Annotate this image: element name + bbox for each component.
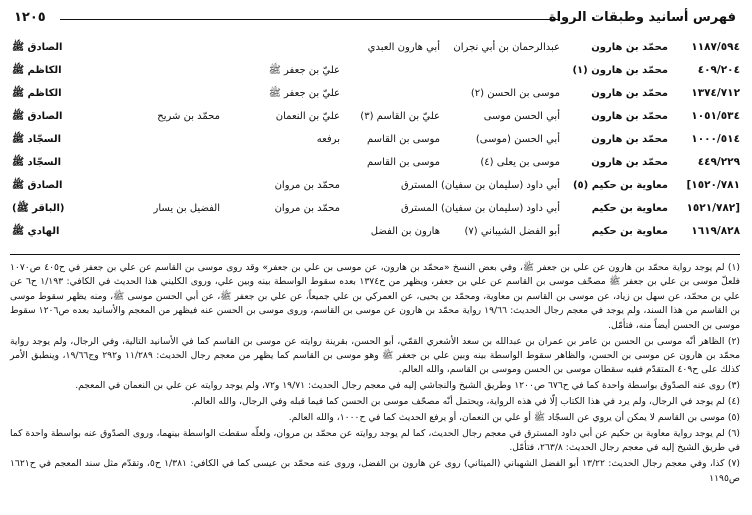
header-rule bbox=[60, 19, 560, 20]
row-number: ١١٨٧/٥٩٤ bbox=[691, 41, 740, 53]
table-row bbox=[10, 82, 740, 105]
row-number: ١٣٧٤/٧١٢ bbox=[691, 87, 740, 99]
table-row bbox=[10, 128, 740, 151]
narrator-name: محمّد بن هارون (١) bbox=[572, 65, 668, 76]
table-row bbox=[10, 59, 740, 82]
chain-narrator-3: عليّ بن جعفر ﷺ bbox=[268, 88, 340, 99]
row-number: ١٦١٩/٨٢٨ bbox=[691, 225, 740, 237]
narrator-name: محمّد بن هارون bbox=[591, 42, 668, 53]
page-header bbox=[10, 8, 738, 28]
chain-narrator-2: هارون بن الفضل bbox=[370, 226, 440, 237]
narrator-name: معاوية بن حكيم bbox=[591, 226, 668, 237]
chain-narrator-4: الفضيل بن يسار bbox=[153, 203, 220, 214]
footnote: (٢) الظاهر أنّه موسى بن الحسن بن عامر بن عمران بن عبدالله بن سعد الأشعري القمّي، أبو الحسن، بقرينة روايته عن موسى بن القاسم كما في الأسانيد التالية، وفي الرجال، ولم يوجد رواية محمّد بن هارون عن موسى بن الحسن، والظاهر سقوط الواسطة بينه وبين علي بن جعفر ﷺ وهو موسى بن القاسم كما يظهر من معجم رجال الحديث: ١١/٢٨٩ و٢٩٢ وج١٩/٦٦، وينطبق الأمر كذلك على ح٤٠٩ المتقدّم ففيه سقطان موسى بن الحسن وموسى بن القاسم، والله العالم. bbox=[10, 335, 741, 376]
narrator-name: محمّد بن هارون bbox=[591, 88, 668, 99]
chain-narrator-2: موسى بن القاسم bbox=[367, 157, 440, 168]
footnote: (٦) لم يوجد رواية معاوية بن حكيم عن أبي داود المسترق في معجم رجال الحديث، كما لم يوجد روايته عن محمّد بن مروان، ولعلّه سقطت الواسطة بينهما، وروى الصدّوق عنه بواسطة واحدة كما في طريق الشيخ إليه في معجم رجال الحديث: ٢٦٣/٨، فتأمّل. bbox=[10, 427, 740, 454]
chain-narrator-1: عبدالرحمان بن أبي نجران bbox=[453, 42, 560, 53]
imam-name: الكاظم ﷺ bbox=[12, 88, 62, 99]
row-number: [١٥٢٠/٧٨١ bbox=[686, 179, 740, 191]
chain-narrator-1: أبي داود (سليمان بن سفيان) المسترق bbox=[400, 180, 560, 191]
imam-name: الكاظم ﷺ bbox=[12, 65, 62, 76]
imam-name: الصادق ﷺ bbox=[12, 180, 63, 191]
chain-narrator-2: عليّ بن القاسم (٣) bbox=[360, 111, 440, 122]
footnote: (٥) موسى بن القاسم لا يمكن أن يروي عن السجّاد ﷺ أو علي بن النعمان، أو يرفع الحديث كما في ح١٠٠٠، والله العالم. bbox=[288, 412, 740, 424]
narrator-name: محمّد بن هارون bbox=[591, 157, 668, 168]
row-number: ١٥٢١/٧٨٢] bbox=[686, 202, 740, 214]
narrator-name: معاوية بن حكيم bbox=[591, 203, 668, 214]
footnote: (٧) كذا، وفي معجم رجال الحديث: ١٣/٢٢ أبو الفضل الشهباني (الميثاني) روى عن هارون بن الفضل، وروى عنه محمّد بن عيسى كما في الكافي: ١/٣٨١ ح٥، وتقدّم مثل سند المعجم في ح١٦٢١ ص١١٩٥ bbox=[10, 458, 740, 484]
table-row bbox=[10, 151, 740, 174]
chain-narrator-3: عليّ بن النعمان bbox=[275, 111, 340, 122]
row-number: ٤٠٩/٢٠٤ bbox=[697, 64, 740, 76]
chain-narrator-1: أبي داود (سليمان بن سفيان) المسترق bbox=[400, 203, 560, 214]
narrator-name: محمّد بن هارون bbox=[591, 134, 668, 145]
table-row bbox=[10, 36, 740, 59]
page-number: ١٢٠٥ bbox=[14, 10, 46, 25]
footnotes bbox=[10, 261, 740, 488]
row-number: ١٠٠٠/٥١٤ bbox=[691, 133, 740, 145]
row-number: ١٠٥١/٥٣٤ bbox=[691, 110, 740, 122]
chain-narrator-3: برفعه bbox=[316, 134, 340, 145]
table-row bbox=[10, 197, 740, 220]
chain-narrator-3: محمّد بن مروان bbox=[274, 203, 340, 214]
table-row bbox=[10, 220, 740, 243]
footnote: (١) لم يوجد رواية محمّد بن هارون عن علي بن جعفر ﷺ، وفي بعض النسخ «محمّد بن هارون، عن موسى بن علي بن جعفر» وقد روى موسى بن القاسم عن علي بن جعفر في ح٤٠٥ ص١٠٧٠ فلعلّ موسى بن علي بن جعفر ﷺ مصحّف موسى بن القاسم عن علي بن جعفر، ويظهر من ح١٣٧٤ بعده سقوط الواسطة بينه وبين علي، وروى الكليني هذا الحديث في الكافي: ١/١٩٣ ح٦ عن علي بن محمّد، عن سهل بن زياد، عن موسى بن القاسم بن معاوية، ومحمّد بن يحيى، عن العمركي بن علي جميعاً، عن علي بن جعفر ﷺ، عن أبي الحسن موسى ﷺ، ومنه يظهر سقوط موسى بن القاسم من هذا السند، ولم يوجد في معجم رجال الحديث: ١٩/٦٦ رواية محمّد بن هارون عن موسى بن القاسم، وروى موسى بن الحسن عنه فيظهر من المعجم والأسانيد بعده ص١٢٠٦ سقوط موسى بن الحسن أيضاً منه، فتأمّل. bbox=[10, 262, 741, 331]
page-title: فهرس أسانيد وطبقات الرواة bbox=[548, 10, 736, 25]
footnote: (٤) لم يوجد في الرجال، ولم يرد في هذا الكتاب إلّا في هذه الرواية، ويحتمل أنّه مصحّف موسى بن الحسن كما فيما قبله وفي الرجال، والله العالم. bbox=[191, 396, 740, 408]
chain-narrator-2: موسى بن القاسم bbox=[367, 134, 440, 145]
chain-narrator-1: موسى بن يعلى (٤) bbox=[480, 157, 560, 168]
chain-table bbox=[10, 36, 740, 243]
narrator-name: محمّد بن هارون bbox=[591, 111, 668, 122]
chain-narrator-1: أبي الحسن موسى bbox=[483, 111, 560, 122]
imam-name: (الباقر ﷺ) bbox=[12, 203, 65, 214]
footnote-divider bbox=[10, 254, 740, 255]
table-row bbox=[10, 174, 740, 197]
chain-narrator-3: عليّ بن جعفر ﷺ bbox=[268, 65, 340, 76]
footnote: (٣) روى عنه الصدّوق بواسطة واحدة كما في ح٦٧٦ ص١٢٠٠ وطريق الشيخ والنجاشي إليه في معجم رجال الحديث: ١٩/٧١ و٧٢، ولم يوجد روايته عن علي بن النعمان في المعجم. bbox=[75, 380, 740, 392]
chain-narrator-3: محمّد بن مروان bbox=[274, 180, 340, 191]
row-number: ٤٤٩/٢٢٩ bbox=[697, 156, 740, 168]
chain-narrator-1: أبي الحسن (موسى) bbox=[475, 134, 560, 145]
imam-name: الهادي ﷺ bbox=[12, 226, 60, 237]
chain-narrator-2: أبي هارون العبدي bbox=[367, 42, 440, 53]
imam-name: السجّاد ﷺ bbox=[12, 134, 62, 145]
imam-name: الصادق ﷺ bbox=[12, 111, 63, 122]
chain-narrator-1: أبو الفضل الشيباني (٧) bbox=[464, 226, 560, 237]
chain-narrator-4: محمّد بن شريح bbox=[157, 111, 220, 122]
table-row bbox=[10, 105, 740, 128]
narrator-name: معاوية بن حكيم (٥) bbox=[572, 180, 668, 191]
imam-name: الصادق ﷺ bbox=[12, 42, 63, 53]
chain-narrator-1: موسى بن الحسن (٢) bbox=[470, 88, 560, 99]
imam-name: السجّاد ﷺ bbox=[12, 157, 62, 168]
